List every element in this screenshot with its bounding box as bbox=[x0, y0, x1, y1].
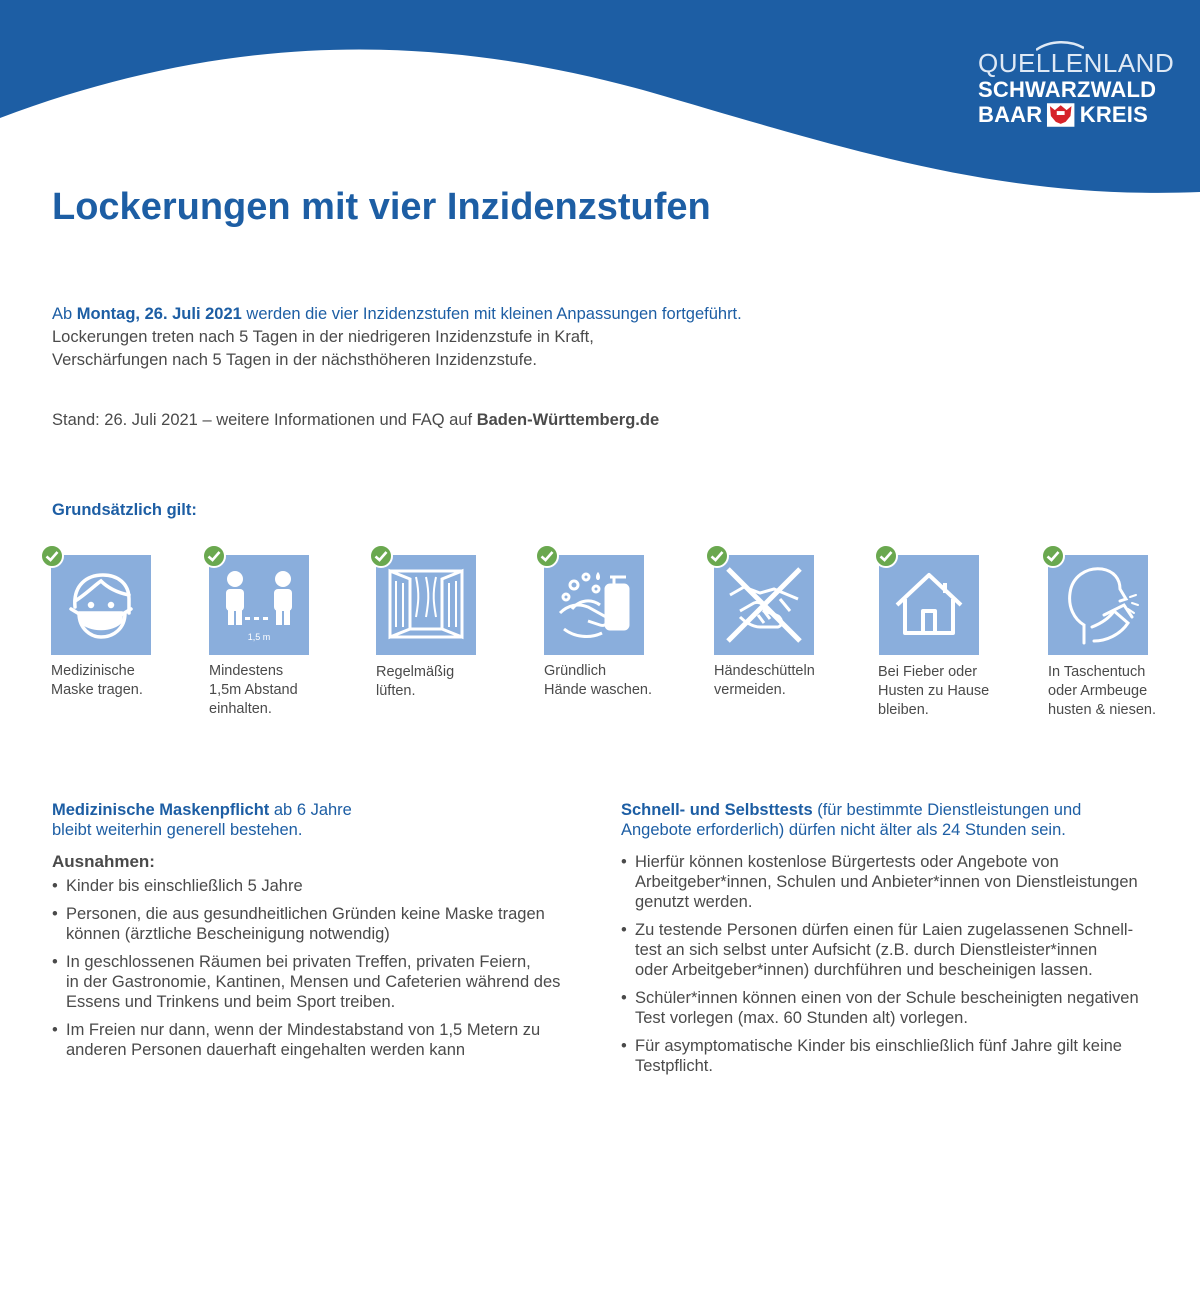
mask-heading-bold: Medizinische Maskenpflicht bbox=[52, 801, 270, 819]
logo-line-3 bbox=[978, 102, 1148, 128]
tests-heading-line-2: Angebote erforderlich) dürfen nicht älter als 24 Stunden sein. bbox=[621, 821, 1066, 839]
list-item bbox=[621, 988, 1181, 1028]
tests-heading-rest: (für bestimmte Dienstleistungen und bbox=[812, 801, 1082, 819]
rule-caption-2 bbox=[209, 662, 298, 719]
list-line: Arbeitgeber*innen, Schulen und Anbieter*innen von Dienstleistungen bbox=[635, 873, 1138, 891]
list-item bbox=[52, 904, 592, 944]
tests-heading bbox=[621, 800, 1181, 840]
caption-line: Maske tragen. bbox=[51, 682, 143, 698]
logo-wave-icon bbox=[1036, 40, 1084, 52]
stand-line bbox=[52, 411, 659, 430]
caption-line: In Taschentuch bbox=[1048, 664, 1146, 680]
tests-list bbox=[621, 852, 1181, 1076]
mask-heading-rest: ab 6 Jahre bbox=[269, 801, 352, 819]
intro-pre: Ab bbox=[52, 305, 77, 323]
list-item bbox=[621, 852, 1181, 912]
caption-line: Mindestens bbox=[209, 663, 284, 679]
rule-caption-5 bbox=[714, 662, 815, 700]
rule-caption-6 bbox=[878, 663, 989, 720]
intro-line-1 bbox=[52, 303, 1052, 326]
list-line: • Zu testende Personen dürfen einen für Laien zugelassenen Schnell- bbox=[635, 921, 1134, 939]
list-line: test an sich selbst unter Aufsicht (z.B. durch Dienstleister*innen bbox=[635, 941, 1098, 959]
mask-section bbox=[52, 800, 592, 1068]
check-icon bbox=[202, 544, 226, 568]
mask-face-icon bbox=[51, 555, 151, 655]
caption-line: Bei Fieber oder bbox=[878, 664, 978, 680]
tests-heading-bold: Schnell- und Selbsttests bbox=[621, 801, 813, 819]
caption-line: 1,5m Abstand bbox=[209, 682, 298, 698]
caption-line: lüften. bbox=[376, 683, 416, 699]
caption-line: Medizinische bbox=[51, 663, 135, 679]
page-title: Lockerungen mit vier Inzidenzstufen bbox=[52, 186, 711, 228]
exceptions-title: Ausnahmen: bbox=[52, 852, 155, 871]
list-line: oder Arbeitgeber*innen) durchführen und bescheinigen lassen. bbox=[635, 961, 1093, 979]
section-title-general: Grundsätzlich gilt: bbox=[52, 501, 197, 519]
house-icon bbox=[879, 555, 979, 655]
list-line: • Kinder bis einschließlich 5 Jahre bbox=[66, 877, 303, 895]
check-icon bbox=[369, 544, 393, 568]
intro-date: Montag, 26. Juli 2021 bbox=[76, 305, 242, 323]
caption-line: vermeiden. bbox=[714, 682, 786, 698]
caption-line: Gründlich bbox=[544, 663, 607, 679]
logo-baar: BAAR bbox=[978, 102, 1043, 127]
open-window-icon bbox=[376, 555, 476, 655]
logo-quellenland bbox=[978, 48, 1175, 78]
caption-line: Hände waschen. bbox=[544, 682, 653, 698]
mask-heading bbox=[52, 800, 592, 840]
caption-line: oder Armbeuge bbox=[1048, 683, 1148, 699]
list-line: • Hierfür können kostenlose Bürgertests oder Angebote von bbox=[635, 853, 1059, 871]
list-line: können (ärztliche Bescheinigung notwendig) bbox=[66, 925, 390, 943]
tests-section bbox=[621, 800, 1181, 1084]
list-item bbox=[52, 952, 592, 1012]
check-icon bbox=[40, 544, 64, 568]
check-icon bbox=[705, 544, 729, 568]
stand-pre: Stand: 26. Juli 2021 – weitere Informationen und FAQ auf bbox=[52, 411, 477, 429]
logo-line-1: QUELLENLAND bbox=[978, 48, 1175, 78]
intro-post: werden die vier Inzidenzstufen mit kleinen Anpassungen fortgeführt. bbox=[241, 305, 742, 323]
check-icon bbox=[535, 544, 559, 568]
caption-line: husten & niesen. bbox=[1048, 702, 1157, 718]
list-line: in der Gastronomie, Kantinen, Mensen und Cafeterien während des bbox=[66, 973, 561, 991]
logo-line-2: SCHWARZWALD bbox=[978, 77, 1157, 102]
rule-caption-7 bbox=[1048, 663, 1156, 720]
list-line: anderen Personen dauerhaft eingehalten werden kann bbox=[66, 1041, 466, 1059]
caption-line: Regelmäßig bbox=[376, 664, 455, 680]
exceptions-list bbox=[52, 876, 592, 1060]
logo-kreis: KREIS bbox=[1079, 102, 1148, 127]
list-line: genutzt werden. bbox=[635, 893, 753, 911]
list-item bbox=[621, 920, 1181, 980]
list-line: • Im Freien nur dann, wenn der Mindestabstand von 1,5 Metern zu bbox=[66, 1021, 541, 1039]
list-line: • In geschlossenen Räumen bei privaten Treffen, privaten Feiern, bbox=[66, 953, 531, 971]
mask-heading-line-2: bleibt weiterhin generell bestehen. bbox=[52, 821, 303, 839]
list-line: Essens und Trinkens und beim Sport treiben. bbox=[66, 993, 396, 1011]
check-icon bbox=[1041, 544, 1065, 568]
list-line: • Personen, die aus gesundheitlichen Gründen keine Maske tragen bbox=[66, 905, 545, 923]
caption-line: bleiben. bbox=[878, 702, 929, 718]
logo bbox=[978, 48, 1175, 128]
cough-elbow-icon bbox=[1048, 555, 1148, 655]
stand-link: Baden-Württemberg.de bbox=[476, 411, 660, 429]
rule-caption-4 bbox=[544, 662, 652, 700]
list-line: Testpflicht. bbox=[635, 1057, 713, 1075]
distance-label: 1,5 m bbox=[247, 632, 271, 642]
list-item bbox=[52, 876, 592, 896]
caption-line: Husten zu Hause bbox=[878, 683, 990, 699]
intro-text bbox=[52, 303, 1052, 372]
caption-line: Händeschütteln bbox=[714, 663, 815, 679]
list-line: • Für asymptomatische Kinder bis einschließlich fünf Jahre gilt keine bbox=[635, 1037, 1122, 1055]
intro-line-2: Lockerungen treten nach 5 Tagen in der niedrigeren Inzidenzstufe in Kraft, bbox=[52, 328, 594, 346]
list-item bbox=[52, 1020, 592, 1060]
list-line: Test vorlegen (max. 60 Stunden alt) vorlegen. bbox=[635, 1009, 968, 1027]
rule-caption-1 bbox=[51, 662, 143, 700]
hand-washing-icon bbox=[544, 555, 644, 655]
caption-line: einhalten. bbox=[209, 701, 272, 717]
intro-line-3: Verschärfungen nach 5 Tagen in der nächsthöheren Inzidenzstufe. bbox=[52, 351, 537, 369]
no-handshake-icon bbox=[714, 555, 814, 655]
coat-of-arms-icon bbox=[1046, 102, 1075, 128]
rule-caption-3 bbox=[376, 663, 454, 701]
list-item bbox=[621, 1036, 1181, 1076]
list-line: • Schüler*innen können einen von der Schule bescheinigten negativen bbox=[635, 989, 1139, 1007]
check-icon bbox=[874, 544, 898, 568]
distance-people-icon bbox=[209, 555, 309, 655]
